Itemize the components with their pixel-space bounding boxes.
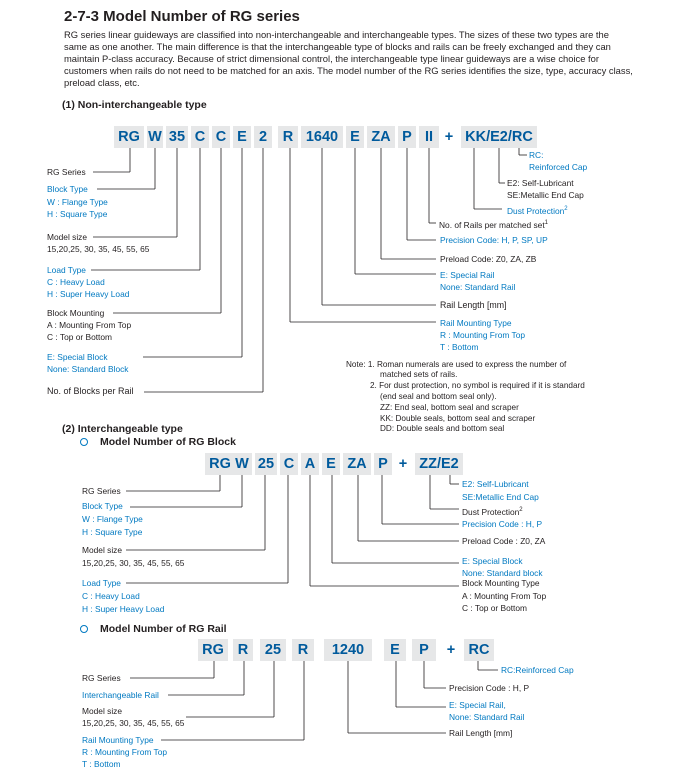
intro-paragraph: RG series linear guideways are classified into non-interchangeable and interchangeable types. The sizes of these two types are the same as one another. The main difference is that the interchangeable type of blocks and rails can be freely exchanged and they can maintain P-class accuracy. Because of strict dimensional control, the interchangeable type linear guideways are a wise choice for customers when rails do not need to be matched for an axis. The model number of the RG series identifies the size, type, accuracy class, preload class, etc. [64, 29, 633, 89]
note-line-7: DD: Double seals and bottom seal [380, 424, 505, 433]
code-special-block: E [233, 126, 251, 148]
block-code-special: E [322, 453, 340, 475]
label-standard-block: None: Standard Block [47, 364, 129, 374]
block-footnote-2: 2 [519, 507, 523, 513]
block-dust-text: Dust Protection [462, 506, 520, 517]
block-code-precision: P [374, 453, 392, 475]
section-1-heading: (1) Non-interchangeable type [62, 99, 207, 111]
code-dust: KK/E2/RC [461, 126, 537, 148]
label-preload-code: Preload Code: Z0, ZA, ZB [440, 254, 537, 264]
label-model-size-values: 15,20,25, 30, 35, 45, 55, 65 [47, 244, 150, 254]
note-line-4: (end seal and bottom seal only). [380, 392, 497, 401]
label-special-block: E: Special Block [47, 352, 108, 362]
code-special-rail: E [346, 126, 364, 148]
block-label-special: E: Special Block [462, 556, 523, 566]
rail-code-mounting: R [292, 639, 314, 661]
note-line-6: KK: Double seals, bottom seal and scraper [380, 414, 536, 423]
rails-per-set-text: No. of Rails per matched set [439, 219, 545, 230]
label-block-type-h: H : Square Type [47, 209, 108, 219]
code-plus: + [444, 129, 454, 145]
label-precision-code: Precision Code: H, P, SP, UP [440, 235, 548, 245]
block-code-dust: ZZ/E2 [415, 453, 463, 475]
label-standard-rail: None: Standard Rail [440, 282, 516, 292]
label-load-type: Load Type [47, 265, 86, 275]
block-label-precision: Precision Code : H, P [462, 519, 543, 529]
label-mounting-c: C : Top or Bottom [47, 332, 113, 342]
rail-label-mounting-r: R : Mounting From Top [82, 747, 168, 757]
note-line-2: matched sets of rails. [380, 370, 458, 379]
code-precision: P [398, 126, 416, 148]
block-code-mounting: A [301, 453, 319, 475]
block-label-model-size: Model size [82, 545, 123, 555]
label-rg-series: RG Series [47, 167, 86, 177]
rail-label-mounting-t: T : Bottom [82, 759, 121, 769]
footnote-1: 1 [544, 220, 549, 226]
block-label-se: SE:Metallic End Cap [462, 492, 539, 502]
rail-label-standard: None: Standard Rail [449, 712, 525, 722]
label-rc: RC: [529, 150, 544, 160]
code-series: RG [114, 126, 144, 148]
label-block-mounting: Block Mounting [47, 308, 105, 318]
code-model-size: 35 [166, 126, 188, 148]
page-title: 2-7-3 Model Number of RG series [64, 8, 300, 25]
block-code-plus: + [398, 456, 408, 472]
code-load-type: C [191, 126, 209, 148]
rail-code-rc: RC [464, 639, 494, 661]
label-load-type-c: C : Heavy Load [47, 277, 105, 287]
code-preload: ZA [367, 126, 395, 148]
code-rails-per-set: II [419, 126, 439, 148]
block-code-preload: ZA [343, 453, 371, 475]
dust-text: Dust Protection [507, 205, 565, 216]
rail-code-length: 1240 [324, 639, 372, 661]
block-label-type-w: W : Flange Type [82, 514, 143, 524]
rail-label-rc: RC:Reinforced Cap [501, 665, 574, 675]
block-code-load: C [280, 453, 298, 475]
label-model-size: Model size [47, 232, 88, 242]
label-e2-self-lubricant: E2: Self-Lubricant [507, 178, 574, 188]
code-blocks-per-rail: 2 [254, 126, 272, 148]
block-code-type: W [232, 453, 252, 475]
block-label-series: RG Series [82, 486, 121, 496]
label-rail-mounting: Rail Mounting Type [440, 318, 512, 328]
label-load-type-h: H : Super Heavy Load [47, 289, 130, 299]
label-rail-mounting-t: T : Bottom [440, 342, 479, 352]
rail-code-special: E [384, 639, 406, 661]
code-rail-length: 1640 [301, 126, 343, 148]
label-block-type: Block Type [47, 184, 88, 194]
footnote-2: 2 [564, 206, 568, 212]
rail-label-model-size: Model size [82, 706, 123, 716]
block-label-preload: Preload Code : Z0, ZA [462, 536, 546, 546]
block-label-load: Load Type [82, 578, 121, 588]
block-label-model-size-values: 15,20,25, 30, 35, 45, 55, 65 [82, 558, 185, 568]
label-mounting-a: A : Mounting From Top [47, 320, 132, 330]
code-block-type: W [147, 126, 163, 148]
block-label-e2: E2: Self-Lubricant [462, 479, 529, 489]
note-line-5: ZZ: End seal, bottom seal and scraper [380, 403, 519, 412]
label-special-rail: E: Special Rail [440, 270, 495, 280]
label-rail-mounting-r: R : Mounting From Top [440, 330, 526, 340]
rail-code-series: RG [198, 639, 228, 661]
rail-label-precision: Precision Code : H, P [449, 683, 530, 693]
block-label-load-h: H : Super Heavy Load [82, 604, 165, 614]
label-rail-length: Rail Length [mm] [440, 300, 507, 310]
rail-code-interchangeable: R [233, 639, 253, 661]
section-2-heading: (2) Interchangeable type [62, 423, 183, 435]
label-blocks-per-rail: No. of Blocks per Rail [47, 386, 134, 396]
rail-label-series: RG Series [82, 673, 121, 683]
block-subheading-text: Model Number of RG Block [100, 436, 236, 448]
block-label-type-h: H : Square Type [82, 527, 143, 537]
rail-code-plus: + [446, 642, 456, 658]
rail-label-interchangeable: Interchangeable Rail [82, 690, 159, 700]
rail-code-precision: P [412, 639, 436, 661]
block-label-mounting-c: C : Top or Bottom [462, 603, 528, 613]
rail-subheading-text: Model Number of RG Rail [100, 623, 227, 635]
block-label-load-c: C : Heavy Load [82, 591, 140, 601]
rail-code-size: 25 [260, 639, 286, 661]
block-label-standard: None: Standard block [462, 568, 543, 578]
rail-label-special: E: Special Rail, [449, 700, 506, 710]
block-code-size: 25 [255, 453, 277, 475]
label-block-type-w: W : Flange Type [47, 197, 108, 207]
block-label-mounting-a: A : Mounting From Top [462, 591, 547, 601]
code-mounting: C [212, 126, 230, 148]
block-code-series: RG [205, 453, 235, 475]
rail-label-mounting: Rail Mounting Type [82, 735, 154, 745]
rail-label-length: Rail Length [mm] [449, 728, 513, 738]
rail-label-model-size-values: 15,20,25, 30, 35, 45, 55, 65 [82, 718, 185, 728]
code-rail-mounting: R [278, 126, 298, 148]
block-label-type: Block Type [82, 501, 123, 511]
note-line-1: Note: 1. Roman numerals are used to express the number of [346, 360, 567, 369]
label-reinforced-cap: Reinforced Cap [529, 162, 588, 172]
block-label-mounting-type: Block Mounting Type [462, 578, 540, 588]
label-se-metallic-end-cap: SE:Metallic End Cap [507, 190, 584, 200]
note-line-3: 2. For dust protection, no symbol is required if it is standard [370, 381, 585, 390]
